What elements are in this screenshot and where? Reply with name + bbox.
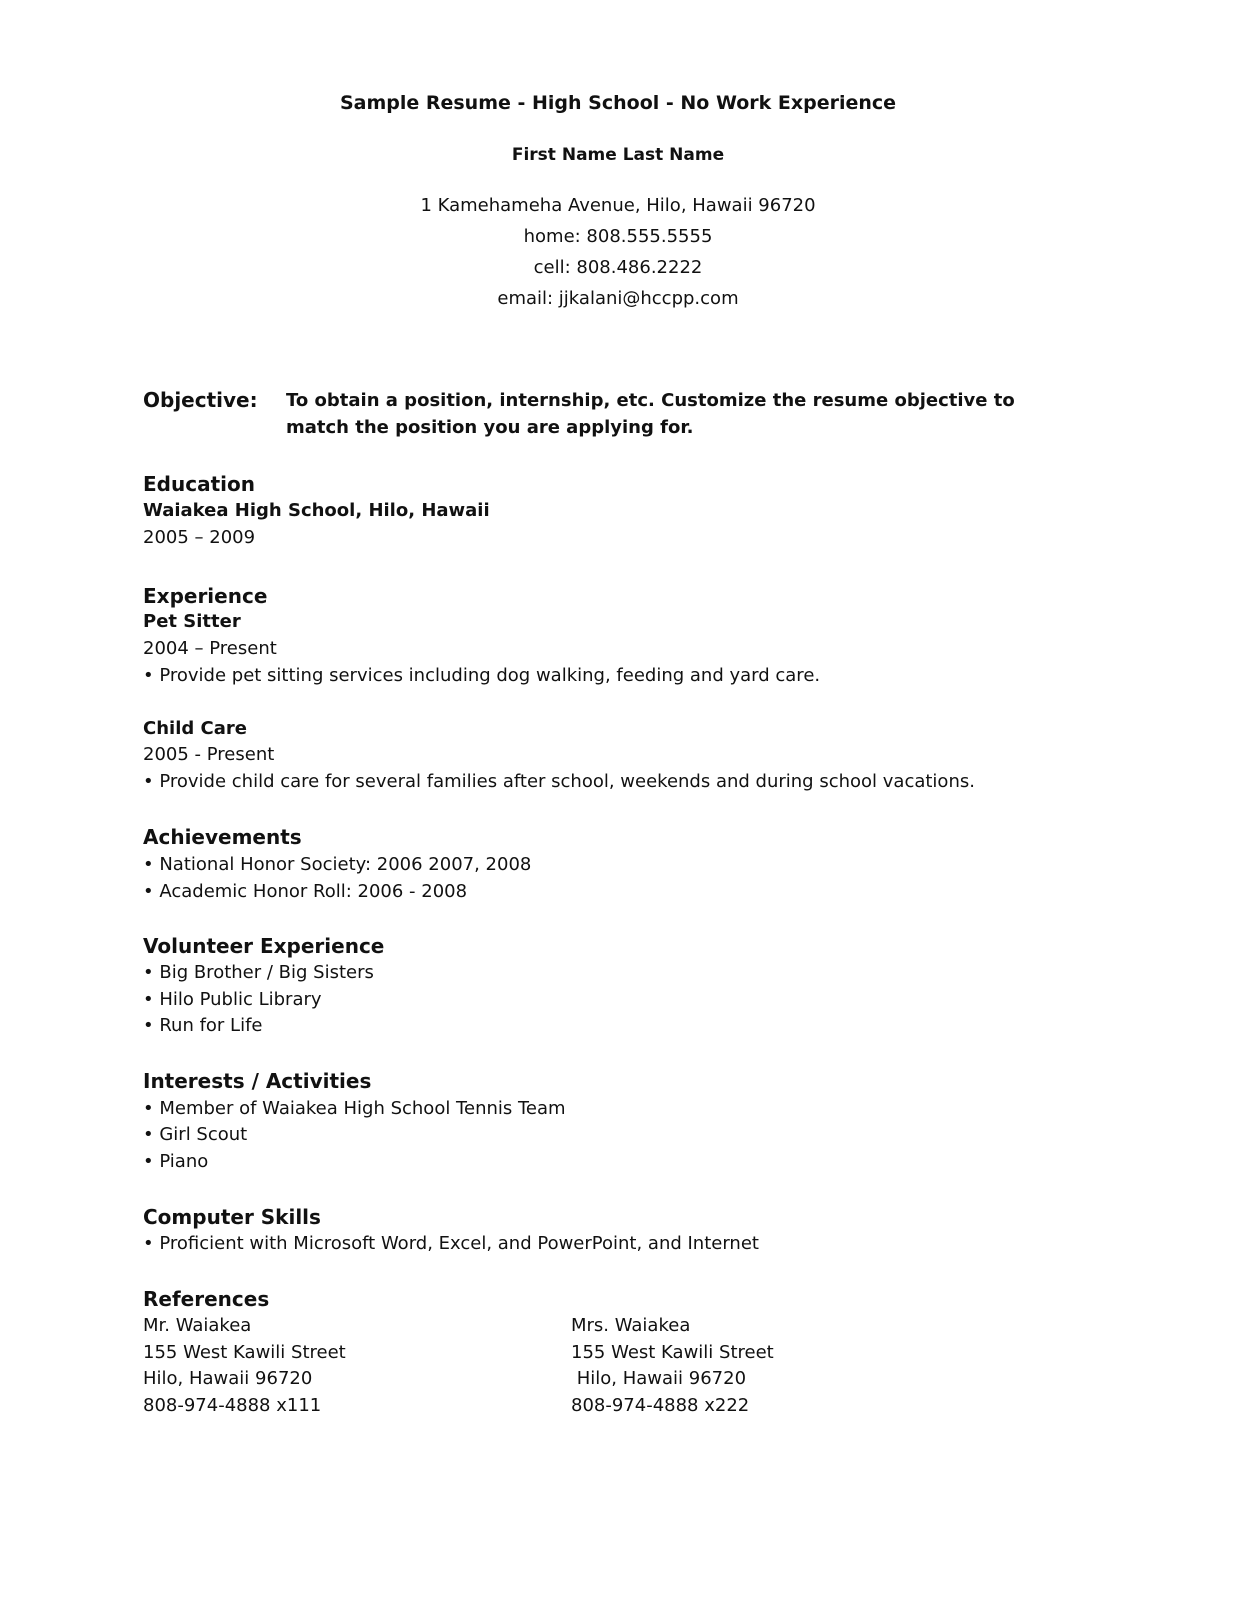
interests-heading: Interests / Activities xyxy=(143,1069,372,1093)
list-item: • Member of Waiakea High School Tennis Team xyxy=(143,1098,566,1119)
job-dates: 2005 - Present xyxy=(143,744,275,765)
job-dates: 2004 – Present xyxy=(143,638,277,659)
job-title: Child Care xyxy=(143,718,247,739)
education-years: 2005 – 2009 xyxy=(143,527,256,548)
job-bullet: • Provide pet sitting services including dog walking, feeding and yard care. xyxy=(143,665,821,686)
contact-home-phone: home: 808.555.5555 xyxy=(523,226,713,247)
list-item: • Piano xyxy=(143,1151,209,1172)
reference-city: Hilo, Hawaii 96720 xyxy=(143,1368,313,1390)
list-item: • Academic Honor Roll: 2006 - 2008 xyxy=(143,881,468,902)
list-item: • Hilo Public Library xyxy=(143,989,322,1010)
education-school: Waiakea High School, Hilo, Hawaii xyxy=(143,500,490,521)
volunteer-heading: Volunteer Experience xyxy=(143,934,385,958)
objective-label: Objective: xyxy=(143,388,258,412)
list-item: • Big Brother / Big Sisters xyxy=(143,962,374,983)
reference-city: Hilo, Hawaii 96720 xyxy=(571,1368,747,1390)
reference-card xyxy=(143,1313,346,1420)
reference-card xyxy=(571,1313,774,1420)
reference-name: Mr. Waiakea xyxy=(143,1315,252,1336)
list-item: • National Honor Society: 2006 2007, 2008 xyxy=(143,854,532,875)
skills-heading: Computer Skills xyxy=(143,1205,321,1229)
reference-street: 155 West Kawili Street xyxy=(143,1341,346,1363)
applicant-name: First Name Last Name xyxy=(511,145,725,165)
list-item: • Run for Life xyxy=(143,1015,263,1036)
contact-block xyxy=(0,190,1236,314)
job-title: Pet Sitter xyxy=(143,611,241,632)
references-heading: References xyxy=(143,1287,270,1311)
reference-street: 155 West Kawili Street xyxy=(571,1341,774,1363)
list-item: • Girl Scout xyxy=(143,1124,248,1145)
reference-phone: 808-974-4888 x222 xyxy=(571,1395,750,1417)
reference-phone: 808-974-4888 x111 xyxy=(143,1395,322,1417)
list-item: • Proficient with Microsoft Word, Excel, and PowerPoint, and Internet xyxy=(143,1233,759,1254)
contact-address: 1 Kamehameha Avenue, Hilo, Hawaii 96720 xyxy=(420,195,816,216)
reference-name: Mrs. Waiakea xyxy=(571,1315,691,1336)
experience-heading: Experience xyxy=(143,584,268,608)
objective-text: To obtain a position, internship, etc. Customize the resume objective to match the position you are applying for. xyxy=(286,390,1015,438)
document-title: Sample Resume - High School - No Work Experience xyxy=(339,92,897,114)
contact-email: email: jjkalani@hccpp.com xyxy=(497,288,739,309)
job-bullet: • Provide child care for several families after school, weekends and during school vacations. xyxy=(143,771,975,792)
education-heading: Education xyxy=(143,472,255,496)
achievements-heading: Achievements xyxy=(143,825,302,849)
contact-cell-phone: cell: 808.486.2222 xyxy=(533,257,703,278)
